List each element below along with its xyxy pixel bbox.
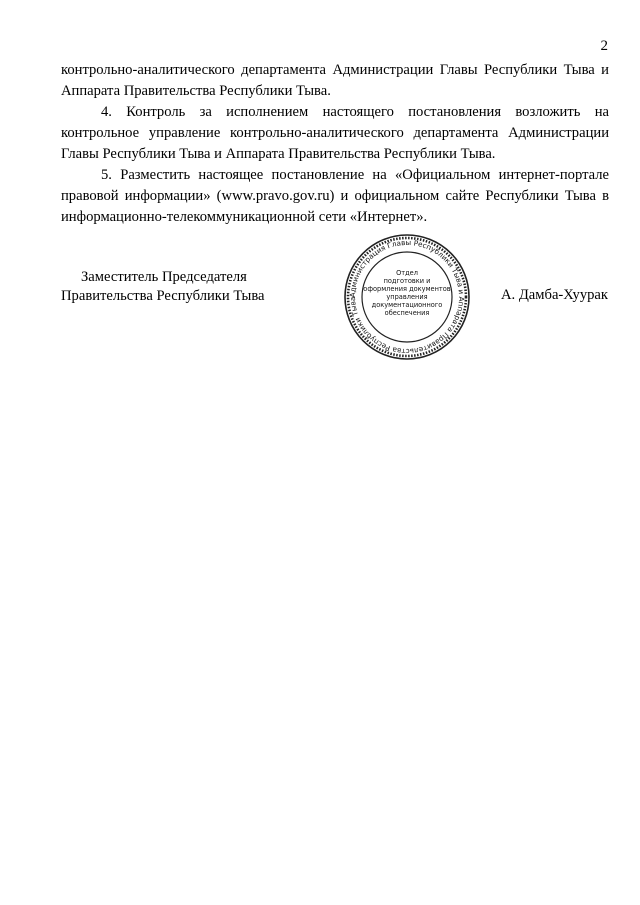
- svg-text:оформления документов: оформления документов: [363, 285, 451, 293]
- signature-title: [61, 268, 265, 306]
- document-body: [61, 60, 609, 228]
- paragraph-continuation: контрольно-аналитического департамента Администрации Главы Республики Тыва и Аппарата Правительства Республики Тыва.: [61, 62, 609, 99]
- signatory-name: А. Дамба-Хуурак: [501, 287, 608, 303]
- signature-title-line2: Правительства Республики Тыва: [61, 288, 265, 304]
- svg-text:обеспечения: обеспечения: [384, 309, 430, 317]
- svg-text:документационного: документационного: [371, 301, 443, 309]
- svg-text:управления: управления: [386, 293, 428, 301]
- paragraph-5: 5. Разместить настоящее постановление на «Официальном интернет-портале правовой информации» (www.pravo.gov.ru) и официальном сайте Республики Тыва в информационно-телекоммуникационной сети «Интернет».: [61, 167, 609, 225]
- svg-text:подготовки и: подготовки и: [383, 277, 431, 285]
- page-number: 2: [600, 38, 608, 54]
- svg-text:Отдел: Отдел: [396, 269, 418, 277]
- seal-ring-text: Администрация Главы Республики Тыва и Аппарата Правительства Республики Тыва: [347, 237, 467, 357]
- seal-center-text: [363, 269, 450, 317]
- paragraph-4: 4. Контроль за исполнением настоящего постановления возложить на контрольное управление контрольно-аналитического департамента Администрации Главы Республики Тыва и Аппарата Правительства Республики Тыва.: [61, 104, 609, 162]
- official-seal-stamp: [343, 233, 471, 361]
- signature-title-line1: Заместитель Председателя: [81, 269, 247, 285]
